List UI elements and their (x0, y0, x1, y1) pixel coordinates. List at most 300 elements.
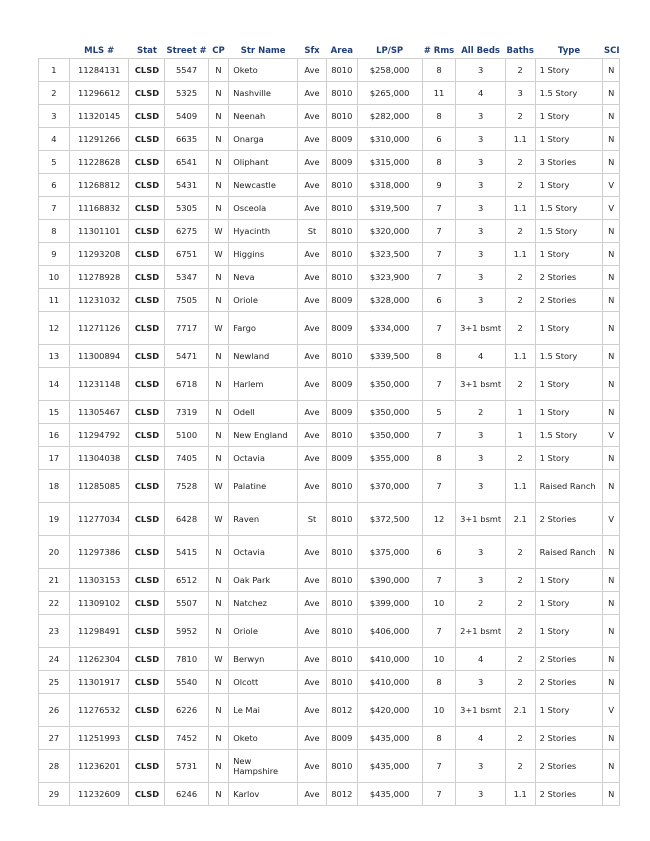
compass-point-cell: W (208, 648, 229, 671)
street-number-cell: 5409 (165, 105, 208, 128)
area-cell: 8010 (326, 105, 357, 128)
baths-cell: 2 (505, 174, 535, 197)
header-compass-point: CP (212, 46, 225, 56)
status-cell: CLSD (129, 694, 165, 727)
rooms-cell: 7 (422, 266, 456, 289)
street-number-cell: 6718 (165, 368, 208, 401)
price-cell: $282,000 (357, 105, 422, 128)
suffix-cell: Ave (298, 750, 327, 783)
mls-number-cell: 11294792 (69, 424, 129, 447)
rooms-cell: 8 (422, 59, 456, 82)
table-row (39, 424, 620, 447)
mls-number-cell: 11293208 (69, 243, 129, 266)
beds-cell: 2 (456, 401, 505, 424)
compass-point-cell: N (208, 671, 229, 694)
beds-cell: 4 (456, 727, 505, 750)
street-number-cell: 5347 (165, 266, 208, 289)
header-all-beds: All Beds (461, 46, 500, 56)
header-street-name: Str Name (240, 46, 286, 56)
suffix-cell: Ave (298, 174, 327, 197)
price-cell: $410,000 (357, 648, 422, 671)
row-number-cell: 25 (39, 671, 70, 694)
status-cell: CLSD (129, 197, 165, 220)
rooms-cell: 10 (422, 648, 456, 671)
suffix-cell: Ave (298, 401, 327, 424)
table-row (39, 727, 620, 750)
type-cell: 2 Stories (535, 503, 603, 536)
mls-number-cell: 11297386 (69, 536, 129, 569)
street-name-cell: Nashville (229, 82, 298, 105)
row-number-cell: 21 (39, 569, 70, 592)
compass-point-cell: N (208, 345, 229, 368)
area-cell: 8010 (326, 615, 357, 648)
type-cell: 1.5 Story (535, 345, 603, 368)
baths-cell: 1.1 (505, 197, 535, 220)
status-cell: CLSD (129, 266, 165, 289)
compass-point-cell: N (208, 82, 229, 105)
table-row (39, 105, 620, 128)
street-number-cell: 7528 (165, 470, 208, 503)
mls-number-cell: 11251993 (69, 727, 129, 750)
area-cell: 8010 (326, 569, 357, 592)
rooms-cell: 7 (422, 243, 456, 266)
sci-cell: V (603, 694, 620, 727)
compass-point-cell: N (208, 266, 229, 289)
beds-cell: 3 (456, 447, 505, 470)
table-body (39, 59, 620, 806)
beds-cell: 3 (456, 220, 505, 243)
header-status: Stat (136, 46, 157, 56)
table-row (39, 266, 620, 289)
status-cell: CLSD (129, 447, 165, 470)
rooms-cell: 12 (422, 503, 456, 536)
row-number-cell: 10 (39, 266, 70, 289)
mls-number-cell: 11271126 (69, 312, 129, 345)
area-cell: 8012 (326, 694, 357, 727)
row-number-cell: 16 (39, 424, 70, 447)
row-number-cell: 28 (39, 750, 70, 783)
street-name-cell: Palatine (229, 470, 298, 503)
beds-cell: 4 (456, 82, 505, 105)
street-name-cell: Neva (229, 266, 298, 289)
compass-point-cell: W (208, 503, 229, 536)
baths-cell: 2 (505, 615, 535, 648)
suffix-cell: Ave (298, 266, 327, 289)
street-number-cell: 6751 (165, 243, 208, 266)
price-cell: $328,000 (357, 289, 422, 312)
street-number-cell: 5305 (165, 197, 208, 220)
table-row (39, 345, 620, 368)
beds-cell: 3 (456, 783, 505, 806)
baths-cell: 2 (505, 727, 535, 750)
sci-cell: N (603, 368, 620, 401)
street-number-cell: 6635 (165, 128, 208, 151)
mls-number-cell: 11301101 (69, 220, 129, 243)
row-number-cell: 27 (39, 727, 70, 750)
area-cell: 8010 (326, 266, 357, 289)
type-cell: 1 Story (535, 174, 603, 197)
price-cell: $350,000 (357, 401, 422, 424)
compass-point-cell: N (208, 694, 229, 727)
rooms-cell: 8 (422, 345, 456, 368)
rooms-cell: 5 (422, 401, 456, 424)
area-cell: 8010 (326, 671, 357, 694)
status-cell: CLSD (129, 536, 165, 569)
compass-point-cell: W (208, 243, 229, 266)
type-cell: 1.5 Story (535, 197, 603, 220)
table-row (39, 174, 620, 197)
row-number-cell: 3 (39, 105, 70, 128)
table-row (39, 82, 620, 105)
street-name-cell: Octavia (229, 536, 298, 569)
table-row (39, 447, 620, 470)
price-cell: $350,000 (357, 368, 422, 401)
mls-number-cell: 11285085 (69, 470, 129, 503)
status-cell: CLSD (129, 105, 165, 128)
rooms-cell: 7 (422, 368, 456, 401)
table-row (39, 569, 620, 592)
suffix-cell: Ave (298, 470, 327, 503)
type-cell: 1 Story (535, 694, 603, 727)
price-cell: $406,000 (357, 615, 422, 648)
baths-cell: 1.1 (505, 345, 535, 368)
type-cell: 1.5 Story (535, 220, 603, 243)
status-cell: CLSD (129, 592, 165, 615)
rooms-cell: 7 (422, 424, 456, 447)
table-row (39, 671, 620, 694)
rooms-cell: 9 (422, 174, 456, 197)
sci-cell: N (603, 59, 620, 82)
table-row (39, 151, 620, 174)
sci-cell: N (603, 648, 620, 671)
row-number-cell: 9 (39, 243, 70, 266)
suffix-cell: Ave (298, 536, 327, 569)
area-cell: 8010 (326, 82, 357, 105)
type-cell: 2 Stories (535, 727, 603, 750)
mls-number-cell: 11236201 (69, 750, 129, 783)
table-row (39, 197, 620, 220)
street-number-cell: 7405 (165, 447, 208, 470)
status-cell: CLSD (129, 289, 165, 312)
suffix-cell: Ave (298, 592, 327, 615)
street-name-cell: Higgins (229, 243, 298, 266)
sci-cell: N (603, 447, 620, 470)
street-number-cell: 5547 (165, 59, 208, 82)
sci-cell: N (603, 82, 620, 105)
suffix-cell: Ave (298, 312, 327, 345)
listings-table (38, 44, 620, 806)
baths-cell: 2 (505, 447, 535, 470)
rooms-cell: 8 (422, 727, 456, 750)
baths-cell: 2.1 (505, 503, 535, 536)
status-cell: CLSD (129, 368, 165, 401)
area-cell: 8010 (326, 197, 357, 220)
mls-number-cell: 11300894 (69, 345, 129, 368)
baths-cell: 2 (505, 368, 535, 401)
rooms-cell: 6 (422, 536, 456, 569)
beds-cell: 3 (456, 470, 505, 503)
street-name-cell: Harlem (229, 368, 298, 401)
area-cell: 8009 (326, 151, 357, 174)
street-number-cell: 5471 (165, 345, 208, 368)
mls-number-cell: 11262304 (69, 648, 129, 671)
baths-cell: 1.1 (505, 470, 535, 503)
beds-cell: 3 (456, 536, 505, 569)
sci-cell: N (603, 289, 620, 312)
mls-number-cell: 11231148 (69, 368, 129, 401)
compass-point-cell: N (208, 128, 229, 151)
status-cell: CLSD (129, 470, 165, 503)
area-cell: 8010 (326, 345, 357, 368)
baths-cell: 2 (505, 750, 535, 783)
sci-cell: V (603, 503, 620, 536)
street-name-cell: Oriole (229, 615, 298, 648)
rooms-cell: 8 (422, 447, 456, 470)
sci-cell: N (603, 536, 620, 569)
rooms-cell: 7 (422, 569, 456, 592)
suffix-cell: Ave (298, 128, 327, 151)
compass-point-cell: N (208, 750, 229, 783)
sci-cell: N (603, 470, 620, 503)
price-cell: $318,000 (357, 174, 422, 197)
compass-point-cell: N (208, 59, 229, 82)
header-list-sale-price: LP/SP (376, 46, 404, 56)
price-cell: $339,500 (357, 345, 422, 368)
mls-number-cell: 11303153 (69, 569, 129, 592)
rooms-cell: 11 (422, 82, 456, 105)
status-cell: CLSD (129, 174, 165, 197)
street-name-cell: New Hampshire (229, 750, 298, 783)
table-row (39, 648, 620, 671)
street-name-cell: Oak Park (229, 569, 298, 592)
street-number-cell: 7505 (165, 289, 208, 312)
header-mls-number: MLS # (84, 46, 115, 56)
row-number-cell: 2 (39, 82, 70, 105)
price-cell: $410,000 (357, 671, 422, 694)
mls-number-cell: 11268812 (69, 174, 129, 197)
suffix-cell: Ave (298, 671, 327, 694)
price-cell: $435,000 (357, 750, 422, 783)
baths-cell: 2 (505, 151, 535, 174)
header-rooms: # Rms (423, 46, 455, 56)
status-cell: CLSD (129, 128, 165, 151)
mls-number-cell: 11231032 (69, 289, 129, 312)
type-cell: 1 Story (535, 59, 603, 82)
rooms-cell: 6 (422, 128, 456, 151)
suffix-cell: Ave (298, 727, 327, 750)
type-cell: 1.5 Story (535, 424, 603, 447)
suffix-cell: St (298, 503, 327, 536)
street-name-cell: Onarga (229, 128, 298, 151)
street-name-cell: Newland (229, 345, 298, 368)
table-row (39, 220, 620, 243)
status-cell: CLSD (129, 424, 165, 447)
compass-point-cell: N (208, 151, 229, 174)
sci-cell: V (603, 174, 620, 197)
status-cell: CLSD (129, 82, 165, 105)
street-name-cell: Hyacinth (229, 220, 298, 243)
rooms-cell: 10 (422, 694, 456, 727)
beds-cell: 3 (456, 569, 505, 592)
type-cell: 2 Stories (535, 750, 603, 783)
type-cell: 1 Story (535, 243, 603, 266)
area-cell: 8010 (326, 174, 357, 197)
beds-cell: 3 (456, 105, 505, 128)
price-cell: $435,000 (357, 727, 422, 750)
beds-cell: 3+1 bsmt (456, 312, 505, 345)
compass-point-cell: N (208, 592, 229, 615)
sci-cell: N (603, 569, 620, 592)
table-row (39, 750, 620, 783)
row-number-cell: 5 (39, 151, 70, 174)
type-cell: 3 Stories (535, 151, 603, 174)
mls-number-cell: 11232609 (69, 783, 129, 806)
beds-cell: 3 (456, 671, 505, 694)
rooms-cell: 6 (422, 289, 456, 312)
suffix-cell: Ave (298, 424, 327, 447)
beds-cell: 3 (456, 128, 505, 151)
sci-cell: N (603, 783, 620, 806)
compass-point-cell: N (208, 105, 229, 128)
price-cell: $319,500 (357, 197, 422, 220)
sci-cell: V (603, 424, 620, 447)
type-cell: 2 Stories (535, 783, 603, 806)
beds-cell: 4 (456, 648, 505, 671)
table-row (39, 289, 620, 312)
price-cell: $315,000 (357, 151, 422, 174)
compass-point-cell: N (208, 174, 229, 197)
row-number-cell: 4 (39, 128, 70, 151)
price-cell: $310,000 (357, 128, 422, 151)
street-number-cell: 5100 (165, 424, 208, 447)
area-cell: 8010 (326, 243, 357, 266)
price-cell: $390,000 (357, 569, 422, 592)
header-type: Type (557, 46, 581, 56)
baths-cell: 2 (505, 312, 535, 345)
beds-cell: 3 (456, 151, 505, 174)
compass-point-cell: N (208, 401, 229, 424)
sci-cell: N (603, 345, 620, 368)
row-number-cell: 20 (39, 536, 70, 569)
street-number-cell: 6428 (165, 503, 208, 536)
row-number-cell: 24 (39, 648, 70, 671)
table-row (39, 592, 620, 615)
rooms-cell: 7 (422, 750, 456, 783)
compass-point-cell: W (208, 312, 229, 345)
area-cell: 8010 (326, 424, 357, 447)
table-row (39, 128, 620, 151)
table-row (39, 243, 620, 266)
compass-point-cell: N (208, 368, 229, 401)
table-row (39, 470, 620, 503)
baths-cell: 3 (505, 82, 535, 105)
sci-cell: N (603, 266, 620, 289)
sci-cell: V (603, 197, 620, 220)
street-number-cell: 7810 (165, 648, 208, 671)
row-number-cell: 1 (39, 59, 70, 82)
baths-cell: 2 (505, 105, 535, 128)
row-number-cell: 11 (39, 289, 70, 312)
street-name-cell: Neenah (229, 105, 298, 128)
beds-cell: 3 (456, 266, 505, 289)
street-name-cell: Raven (229, 503, 298, 536)
compass-point-cell: N (208, 783, 229, 806)
row-number-cell: 8 (39, 220, 70, 243)
row-number-cell: 17 (39, 447, 70, 470)
status-cell: CLSD (129, 59, 165, 82)
beds-cell: 3 (456, 289, 505, 312)
rooms-cell: 7 (422, 197, 456, 220)
table-row (39, 503, 620, 536)
type-cell: 1 Story (535, 615, 603, 648)
area-cell: 8009 (326, 128, 357, 151)
street-name-cell: Karlov (229, 783, 298, 806)
row-number-cell: 12 (39, 312, 70, 345)
sci-cell: N (603, 401, 620, 424)
suffix-cell: Ave (298, 569, 327, 592)
street-name-cell: Oliphant (229, 151, 298, 174)
header-sci: SCI (603, 46, 620, 56)
baths-cell: 1 (505, 401, 535, 424)
suffix-cell: Ave (298, 151, 327, 174)
status-cell: CLSD (129, 345, 165, 368)
suffix-cell: St (298, 220, 327, 243)
mls-number-cell: 11168832 (69, 197, 129, 220)
suffix-cell: Ave (298, 648, 327, 671)
status-cell: CLSD (129, 401, 165, 424)
beds-cell: 3+1 bsmt (456, 694, 505, 727)
mls-number-cell: 11284131 (69, 59, 129, 82)
street-name-cell: Oketo (229, 59, 298, 82)
type-cell: 1 Story (535, 592, 603, 615)
suffix-cell: Ave (298, 783, 327, 806)
compass-point-cell: N (208, 289, 229, 312)
baths-cell: 2 (505, 671, 535, 694)
street-name-cell: Fargo (229, 312, 298, 345)
baths-cell: 2 (505, 536, 535, 569)
price-cell: $399,000 (357, 592, 422, 615)
suffix-cell: Ave (298, 368, 327, 401)
rooms-cell: 7 (422, 783, 456, 806)
suffix-cell: Ave (298, 289, 327, 312)
sci-cell: N (603, 243, 620, 266)
price-cell: $372,500 (357, 503, 422, 536)
baths-cell: 2 (505, 289, 535, 312)
mls-number-cell: 11277034 (69, 503, 129, 536)
area-cell: 8009 (326, 368, 357, 401)
suffix-cell: Ave (298, 59, 327, 82)
rooms-cell: 10 (422, 592, 456, 615)
status-cell: CLSD (129, 648, 165, 671)
suffix-cell: Ave (298, 345, 327, 368)
price-cell: $323,900 (357, 266, 422, 289)
beds-cell: 3 (456, 243, 505, 266)
area-cell: 8009 (326, 401, 357, 424)
baths-cell: 1.1 (505, 783, 535, 806)
street-number-cell: 5431 (165, 174, 208, 197)
rooms-cell: 7 (422, 615, 456, 648)
type-cell: Raised Ranch (535, 536, 603, 569)
type-cell: 2 Stories (535, 671, 603, 694)
table-row (39, 401, 620, 424)
area-cell: 8009 (326, 289, 357, 312)
suffix-cell: Ave (298, 694, 327, 727)
beds-cell: 3 (456, 750, 505, 783)
status-cell: CLSD (129, 727, 165, 750)
header-row-number (39, 44, 70, 59)
sci-cell: N (603, 615, 620, 648)
street-number-cell: 6512 (165, 569, 208, 592)
